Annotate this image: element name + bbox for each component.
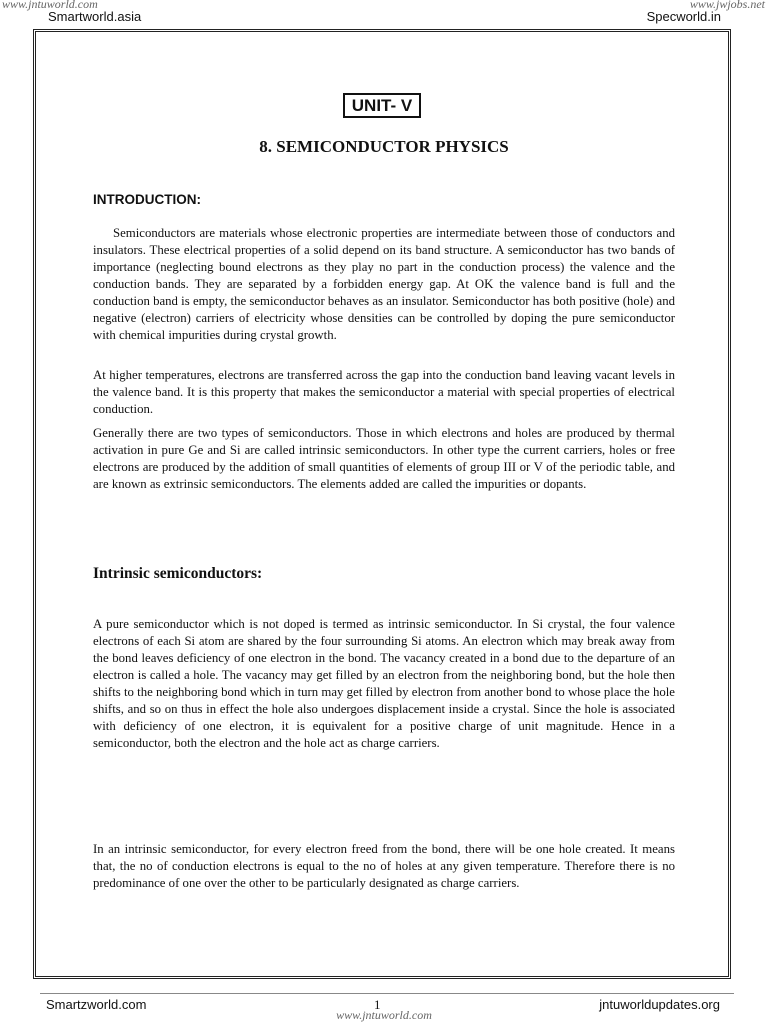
watermark-top-left: www.jntuworld.com [2, 0, 98, 11]
intrinsic-paragraph: In an intrinsic semiconductor, for every electron freed from the bond, there will be one hole created. It means that, the no of conduction electrons is equal to the no of holes at any given temperature. Therefore there is no predominance of one over the other to be particularly designated as charge carriers. [93, 842, 675, 890]
page-number: 1 [374, 997, 381, 1012]
intrinsic-heading: Intrinsic semiconductors: [93, 565, 263, 582]
watermark-bottom: www.jntuworld.com [336, 1008, 432, 1022]
intro-paragraph: At higher temperatures, electrons are transferred across the gap into the conduction band leaving vacant levels in the valence band. It is this property that makes the semiconductor a material with special properties of electrical conduction. [93, 368, 675, 416]
unit-label: UNIT- V [343, 93, 421, 118]
intro-paragraph: Generally there are two types of semiconductors. Those in which electrons and holes are produced by thermal activation in pure Ge and Si are called intrinsic semiconductors. In other type the current carriers, holes or free electrons are produced by the addition of small quantities of elements of group III or V of the periodic table, and are known as extrinsic semiconductors. The elements added are called the impurities or dopants. [93, 426, 675, 491]
footer-left-site: Smartzworld.com [46, 997, 147, 1012]
header-right-site: Specworld.in [646, 9, 721, 24]
footer-right-site: jntuworldupdates.org [599, 997, 720, 1012]
intrinsic-paragraph: A pure semiconductor which is not doped is termed as intrinsic semiconductor. In Si crystal, the four valence electrons of each Si atom are shared by the four surrounding Si atoms. An electron which may break away from the bond leaves deficiency of one electron in the bond. The vacancy created in a bond due to the departure of an electron is called a hole. The vacancy may get filled by an electron from the neighboring bond, but the hole then shifts to the neighboring bond which in turn may get filled by electron from another bond to whose place the hole shifts, and so on thus in effect the hole also undergoes displacement inside a crystal. Since the hole is associated with deficiency of one electron, it is equivalent for a positive charge of unit magnitude. Hence in a semiconductor, both the electron and the hole act as charge carriers. [93, 617, 675, 750]
introduction-heading: INTRODUCTION: [93, 192, 201, 207]
watermark-top-right: www.jwjobs.net [689, 0, 765, 11]
footer-divider [40, 993, 734, 994]
intro-paragraph: Semiconductors are materials whose electronic properties are intermediate between those of conductors and insulators. These electrical properties of a solid depend on its band structure. A semiconductor has two bands of importance (neglecting bound electrons as they play no part in the conduction process) the valence and the conduction bands. They are separated by a forbidden energy gap. At OK the valence band is full and the conduction band is empty, the semiconductor behaves as an insulator. Semiconductor has both positive (hole) and negative (electron) carriers of electricity whose densities can be controlled by doping the pure semiconductor with chemical impurities during crystal growth. [93, 226, 675, 342]
chapter-title: 8. SEMICONDUCTOR PHYSICS [259, 137, 509, 156]
header-left-site: Smartworld.asia [48, 9, 142, 24]
page-border [33, 29, 731, 979]
